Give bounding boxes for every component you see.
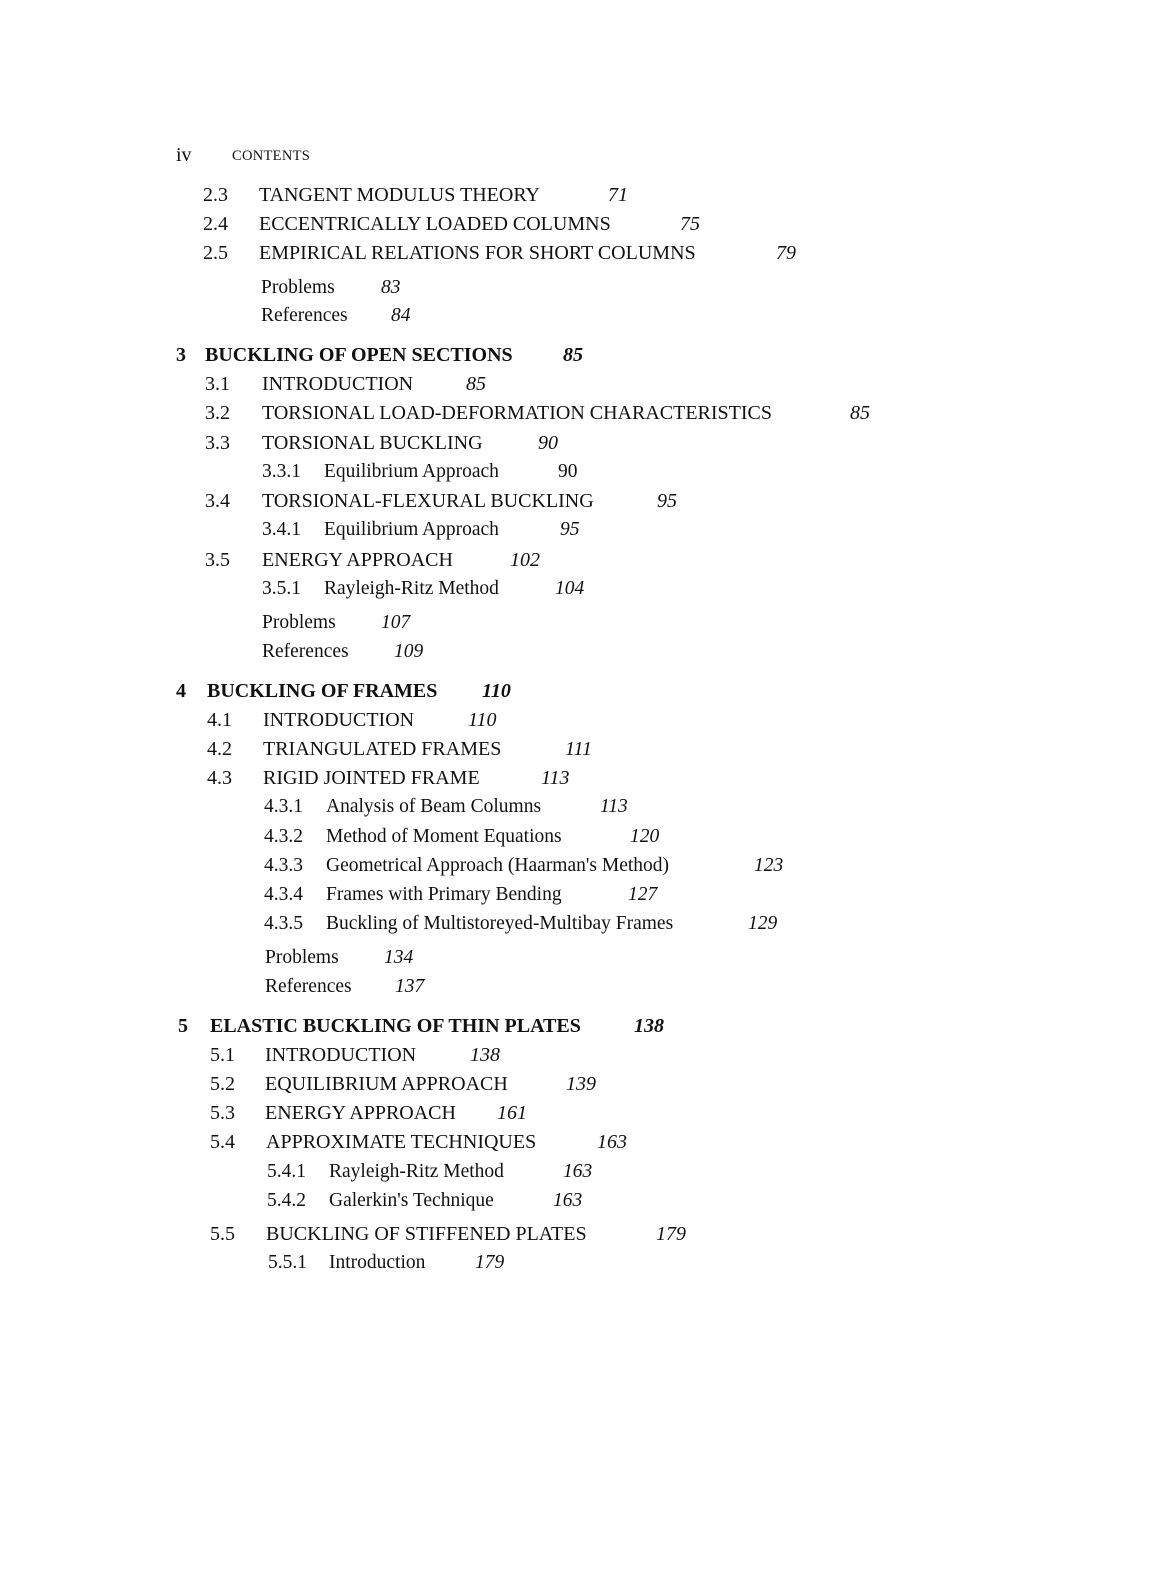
entry-title: Equilibrium Approach: [324, 519, 499, 540]
entry-title: APPROXIMATE TECHNIQUES: [266, 1131, 537, 1153]
entry-number: 2.5: [203, 242, 228, 264]
entry-page: 163: [553, 1190, 583, 1211]
entry-page: 163: [563, 1161, 593, 1182]
entry-page: 113: [600, 796, 628, 817]
entry-page: 90: [558, 461, 578, 482]
entry-title: TANGENT MODULUS THEORY: [259, 184, 540, 206]
entry-page: 127: [628, 884, 658, 905]
chapter-number: 5: [178, 1015, 188, 1037]
entry-title: RIGID JOINTED FRAME: [263, 767, 480, 789]
entry-number: 4.3.2: [264, 826, 303, 847]
entry-page: 107: [381, 612, 411, 633]
entry-title: Buckling of Multistoreyed-Multibay Frames: [326, 913, 674, 934]
entry-number: 5.5: [210, 1223, 235, 1245]
entry-title: ENERGY APPROACH: [262, 549, 453, 571]
entry-page: 163: [597, 1131, 627, 1153]
entry-page: 109: [394, 641, 424, 662]
entry-number: 4.3.3: [264, 855, 303, 876]
entry-number: 3.1: [205, 373, 230, 395]
chapter-page: 110: [482, 680, 511, 702]
entry-number: 2.4: [203, 213, 228, 235]
entry-page: 85: [466, 373, 486, 395]
entry-title: INTRODUCTION: [265, 1044, 417, 1066]
entry-title: Galerkin's Technique: [329, 1190, 494, 1211]
entry-title: Rayleigh-Ritz Method: [324, 578, 499, 599]
entry-title: Problems: [261, 277, 335, 298]
entry-number: 3.5.1: [262, 578, 301, 599]
entry-page: 134: [384, 947, 414, 968]
entry-number: 5.2: [210, 1073, 235, 1095]
chapter-title: BUCKLING OF OPEN SECTIONS: [205, 344, 513, 366]
entry-title: Problems: [265, 947, 339, 968]
entry-title: TORSIONAL-FLEXURAL BUCKLING: [262, 490, 594, 512]
entry-title: Frames with Primary Bending: [326, 884, 562, 905]
entry-page: 84: [391, 305, 411, 326]
entry-page: 95: [657, 490, 677, 512]
entry-page: 161: [497, 1102, 527, 1124]
entry-page: 75: [680, 213, 700, 235]
chapter-number: 3: [176, 344, 186, 366]
entry-page: 113: [541, 767, 570, 789]
entry-number: 4.2: [207, 738, 232, 760]
entry-number: 3.4: [205, 490, 230, 512]
entry-number: 4.1: [207, 709, 232, 731]
entry-page: 111: [565, 738, 593, 760]
running-title: CONTENTS: [232, 148, 311, 164]
entry-title: Problems: [262, 612, 336, 633]
entry-number: 5.4.1: [267, 1161, 306, 1182]
entry-title: INTRODUCTION: [262, 373, 414, 395]
entry-page: 104: [555, 578, 585, 599]
entry-page: 79: [776, 242, 796, 264]
entry-number: 3.5: [205, 549, 230, 571]
chapter-title: ELASTIC BUCKLING OF THIN PLATES: [210, 1015, 581, 1037]
chapter-page: 138: [634, 1015, 664, 1037]
entry-number: 4.3.5: [264, 913, 303, 934]
entry-title: Equilibrium Approach: [324, 461, 499, 482]
entry-title: Method of Moment Equations: [326, 826, 562, 847]
entry-title: ENERGY APPROACH: [265, 1102, 456, 1124]
entry-title: References: [261, 305, 348, 326]
entry-title: ECCENTRICALLY LOADED COLUMNS: [259, 213, 611, 235]
page-number: iv: [176, 144, 192, 166]
entry-number: 3.3: [205, 432, 230, 454]
entry-title: TRIANGULATED FRAMES: [263, 738, 502, 760]
entry-title: BUCKLING OF STIFFENED PLATES: [266, 1223, 587, 1245]
entry-title: Rayleigh-Ritz Method: [329, 1161, 504, 1182]
entry-number: 4.3.4: [264, 884, 303, 905]
entry-title: TORSIONAL BUCKLING: [262, 432, 483, 454]
entry-page: 179: [656, 1223, 686, 1245]
chapter-title: BUCKLING OF FRAMES: [207, 680, 438, 702]
entry-page: 102: [510, 549, 540, 571]
entry-page: 179: [475, 1252, 505, 1273]
chapter-number: 4: [176, 680, 186, 702]
entry-title: TORSIONAL LOAD-DEFORMATION CHARACTERISTICS: [262, 402, 773, 424]
entry-page: 138: [470, 1044, 500, 1066]
entry-title: Geometrical Approach (Haarman's Method): [326, 855, 670, 876]
entry-title: EQUILIBRIUM APPROACH: [265, 1073, 508, 1095]
entry-number: 4.3.1: [264, 796, 303, 817]
entry-page: 110: [468, 709, 497, 731]
entry-page: 129: [748, 913, 778, 934]
entry-page: 120: [630, 826, 660, 847]
entry-page: 139: [566, 1073, 596, 1095]
entry-title: References: [262, 641, 349, 662]
entry-number: 5.5.1: [268, 1252, 307, 1273]
entry-number: 3.4.1: [262, 519, 301, 540]
entry-title: EMPIRICAL RELATIONS FOR SHORT COLUMNS: [259, 242, 696, 264]
entry-number: 5.4: [210, 1131, 235, 1153]
chapter-page: 85: [563, 344, 583, 366]
entry-number: 4.3: [207, 767, 232, 789]
entry-page: 83: [381, 277, 401, 298]
entry-number: 5.4.2: [267, 1190, 306, 1211]
entry-page: 90: [538, 432, 558, 454]
entry-page: 85: [850, 402, 870, 424]
entry-title: Analysis of Beam Columns: [326, 796, 542, 817]
entry-number: 3.2: [205, 402, 230, 424]
entry-number: 2.3: [203, 184, 228, 206]
entry-number: 5.1: [210, 1044, 235, 1066]
entry-page: 137: [395, 976, 425, 997]
entry-title: INTRODUCTION: [263, 709, 415, 731]
entry-number: 3.3.1: [262, 461, 301, 482]
entry-title: Introduction: [329, 1252, 426, 1273]
entry-page: 71: [608, 184, 628, 206]
entry-number: 5.3: [210, 1102, 235, 1124]
entry-page: 95: [560, 519, 580, 540]
entry-title: References: [265, 976, 352, 997]
entry-page: 123: [754, 855, 784, 876]
